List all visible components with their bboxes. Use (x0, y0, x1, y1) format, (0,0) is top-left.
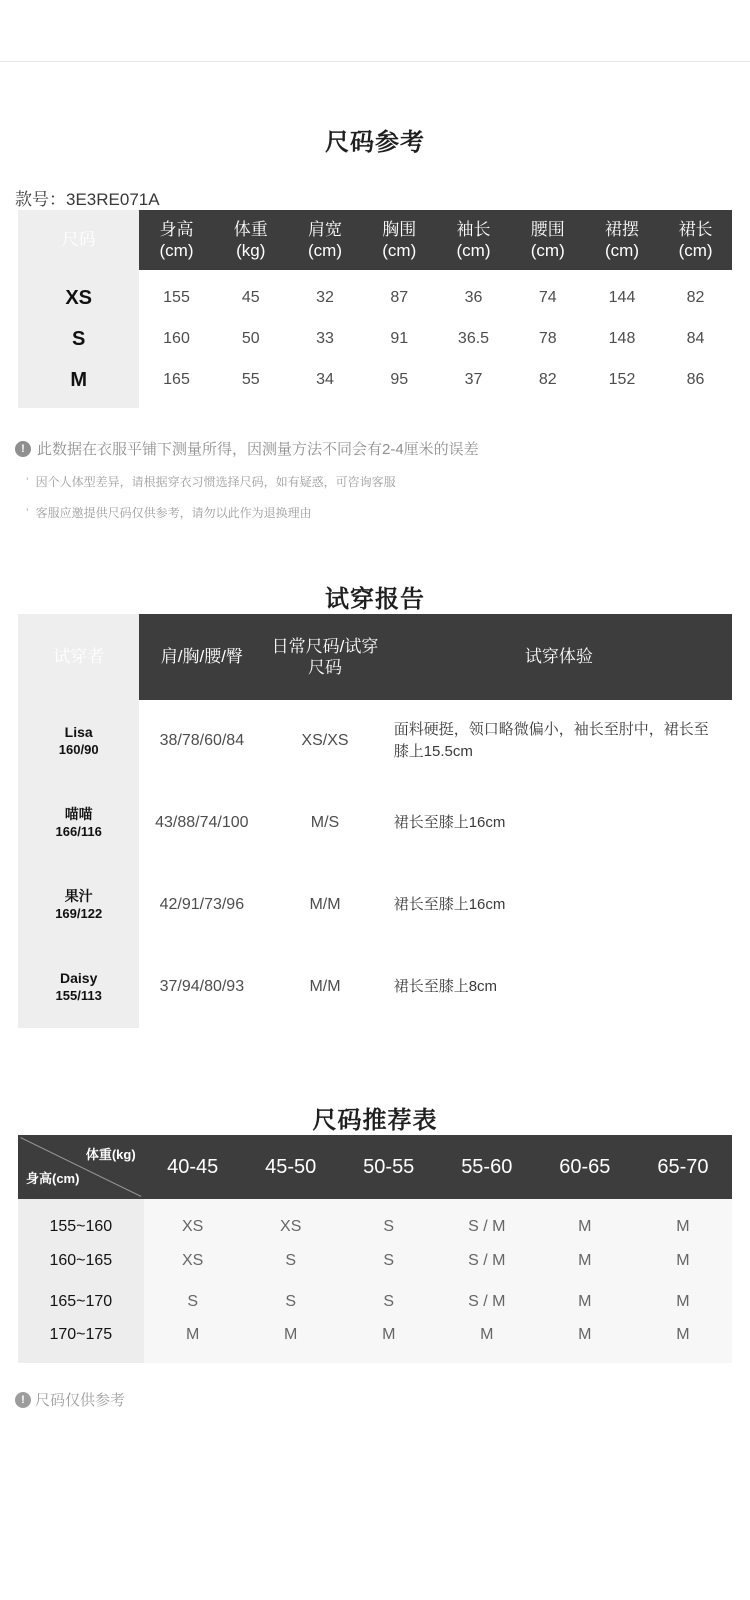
wearer-cell (18, 946, 139, 1028)
col-header-hem: 裙摆 (cm) (585, 210, 659, 270)
corner-weight-label: 体重(kg) (85, 1147, 136, 1162)
col-header-measurements: 肩/胸/腰/臀 (139, 614, 264, 700)
cell: 155 (163, 289, 190, 306)
measurement-note-text: 此数据在衣服平铺下测量所得，因测量方法不同会有2-4厘米的误差 (37, 441, 479, 458)
experience-text: 裙长至膝上16cm (393, 896, 506, 914)
col-header-weight-range: 65-70 (634, 1135, 732, 1199)
wearer-cell (18, 782, 139, 864)
cell: M (578, 1251, 592, 1269)
diagonal-line (18, 1135, 144, 1199)
table-row-165-170 (18, 1281, 732, 1322)
cell: S (383, 1217, 395, 1235)
cell: S (187, 1292, 198, 1310)
wearer-stats: 155/113 (55, 987, 102, 1003)
cell: M (186, 1325, 200, 1343)
cell: 144 (608, 289, 636, 306)
col-header-shoulder: 肩宽 (cm) (288, 210, 362, 270)
cell: 50 (241, 330, 260, 347)
col-header-weight-range: 40-45 (144, 1135, 242, 1199)
tick-mark-icon: ’ (26, 506, 29, 520)
size-label: S (18, 316, 139, 362)
cell: XS (182, 1217, 204, 1235)
cell: S / M (468, 1251, 506, 1269)
top-divider (0, 0, 750, 62)
cell: 91 (390, 330, 409, 347)
table-row-guozhi (18, 864, 732, 946)
cell: 148 (608, 330, 636, 347)
cell: M (480, 1325, 494, 1343)
cell: 78 (538, 330, 557, 347)
wearer-stats: 169/122 (55, 905, 103, 921)
model-number: 款号：3E3RE071A (15, 190, 160, 209)
col-header-weight-range: 60-65 (536, 1135, 634, 1199)
exclamation-circle-icon: ! (15, 441, 31, 457)
experience-text: 面料硬挺，领口略微偏小，袖长至肘中，裙长至膝上15.5cm (393, 721, 709, 760)
table-row-miaomiao (18, 782, 732, 864)
cell: S (285, 1292, 297, 1310)
cell: 32 (316, 289, 334, 306)
col-header-size: 尺码 (18, 210, 139, 270)
corner-height-label: 身高(cm) (26, 1170, 80, 1186)
cell: M (676, 1217, 690, 1235)
wearer-name: Lisa (64, 724, 93, 741)
col-header-weight: 体重 (kg) (214, 210, 288, 270)
wearer-cell (18, 700, 139, 782)
table-row-s (18, 316, 732, 362)
cell: M/S (310, 814, 340, 831)
col-header-height: 身高 (cm) (139, 210, 213, 270)
cell: 43/88/74/100 (155, 814, 249, 831)
cell: M (676, 1292, 690, 1310)
cell: M/M (309, 978, 341, 995)
cell: S / M (468, 1217, 506, 1235)
cell: M (676, 1251, 690, 1269)
col-header-weight-range: 55-60 (438, 1135, 536, 1199)
col-header-skirt-length: 裙长 (cm) (659, 210, 732, 270)
wearer-name: Daisy (60, 970, 98, 987)
cell: 38/78/60/84 (159, 732, 245, 749)
cell: 36 (464, 289, 483, 306)
cell: 160 (163, 330, 190, 347)
cell: M (284, 1325, 298, 1343)
cell: 86 (686, 371, 705, 388)
footer-note-text: 尺码仅供参考 (35, 1392, 126, 1409)
height-range-label: 170~175 (18, 1322, 144, 1363)
cell: 74 (538, 289, 557, 306)
note-text: 因个人体型差异，请根据穿衣习惯选择尺码，如有疑惑，可咨询客服 (35, 475, 396, 489)
cell: 84 (686, 330, 705, 347)
cell: 87 (390, 289, 409, 306)
cell: M/M (309, 896, 341, 913)
cell: 165 (163, 371, 190, 388)
tick-mark-icon: ’ (26, 475, 29, 489)
wearer-stats: 160/90 (58, 741, 99, 757)
col-header-waist: 腰围 (cm) (511, 210, 585, 270)
col-header-experience: 试穿体验 (386, 614, 732, 700)
height-range-label: 160~165 (18, 1240, 144, 1281)
col-header-weight-range: 50-55 (340, 1135, 438, 1199)
fit-table-header-row (18, 614, 732, 700)
cell: 37 (464, 371, 483, 388)
wearer-name: 喵喵 (64, 806, 93, 823)
table-row-m (18, 362, 732, 408)
wearer-name: 果汁 (64, 888, 93, 905)
cell: M (578, 1292, 592, 1310)
cell: 95 (390, 371, 409, 388)
cell: XS/XS (301, 732, 349, 749)
cell: M (578, 1325, 592, 1343)
col-header-sleeve: 袖长 (cm) (436, 210, 510, 270)
size-recommend-table (18, 1135, 732, 1363)
exclamation-circle-icon: ! (15, 1392, 31, 1408)
cell: M (382, 1325, 396, 1343)
cell: S (285, 1251, 297, 1269)
section-title-recommend: 尺码推荐表 (312, 1107, 438, 1134)
cell: 33 (316, 330, 334, 347)
cell: 34 (316, 371, 334, 388)
note-text: 客服应邀提供尺码仅供参考，请勿以此作为退换理由 (35, 506, 312, 520)
footer-note (15, 1389, 735, 1410)
cell: S (383, 1292, 395, 1310)
cell: 37/94/80/93 (159, 978, 245, 995)
height-range-label: 165~170 (18, 1281, 144, 1322)
cell: 42/91/73/96 (159, 896, 245, 913)
cell: 152 (608, 371, 636, 388)
section-title-size-reference: 尺码参考 (325, 129, 425, 156)
cell: XS (182, 1251, 204, 1269)
col-header-wearer: 试穿者 (18, 614, 139, 700)
col-header-weight-range: 45-50 (242, 1135, 340, 1199)
cell: 45 (241, 289, 260, 306)
cell: 82 (686, 289, 705, 306)
table-row-xs (18, 270, 732, 316)
cell: M (578, 1217, 592, 1235)
measurement-note (15, 438, 735, 459)
size-table-header-row (18, 210, 732, 270)
experience-text: 裙长至膝上16cm (393, 814, 506, 832)
table-row-160-165 (18, 1240, 732, 1281)
cell: XS (280, 1217, 302, 1235)
table-row-daisy (18, 946, 732, 1028)
cell: S (383, 1251, 395, 1269)
col-header-bust: 胸围 (cm) (362, 210, 436, 270)
cell: 36.5 (457, 330, 490, 347)
table-row-lisa (18, 700, 732, 782)
note-line (26, 504, 735, 521)
fit-report-table (18, 614, 732, 1028)
table-row-155-160 (18, 1199, 732, 1240)
recommend-header-row (18, 1135, 732, 1199)
cell: 55 (241, 371, 260, 388)
section-title-fit-report: 试穿报告 (325, 586, 425, 613)
cell: 82 (538, 371, 557, 388)
wearer-stats: 166/116 (55, 823, 102, 839)
height-range-label: 155~160 (18, 1199, 144, 1240)
table-row-170-175 (18, 1322, 732, 1363)
size-reference-table (18, 210, 732, 408)
cell: S / M (468, 1292, 506, 1310)
note-line (26, 473, 735, 490)
col-header-usual-size: 日常尺码/试穿尺码 (264, 614, 385, 700)
cell: M (676, 1325, 690, 1343)
corner-header-cell (18, 1135, 144, 1199)
size-label: XS (18, 270, 139, 316)
wearer-cell (18, 864, 139, 946)
experience-text: 裙长至膝上8cm (393, 978, 498, 996)
size-label: M (18, 362, 139, 408)
